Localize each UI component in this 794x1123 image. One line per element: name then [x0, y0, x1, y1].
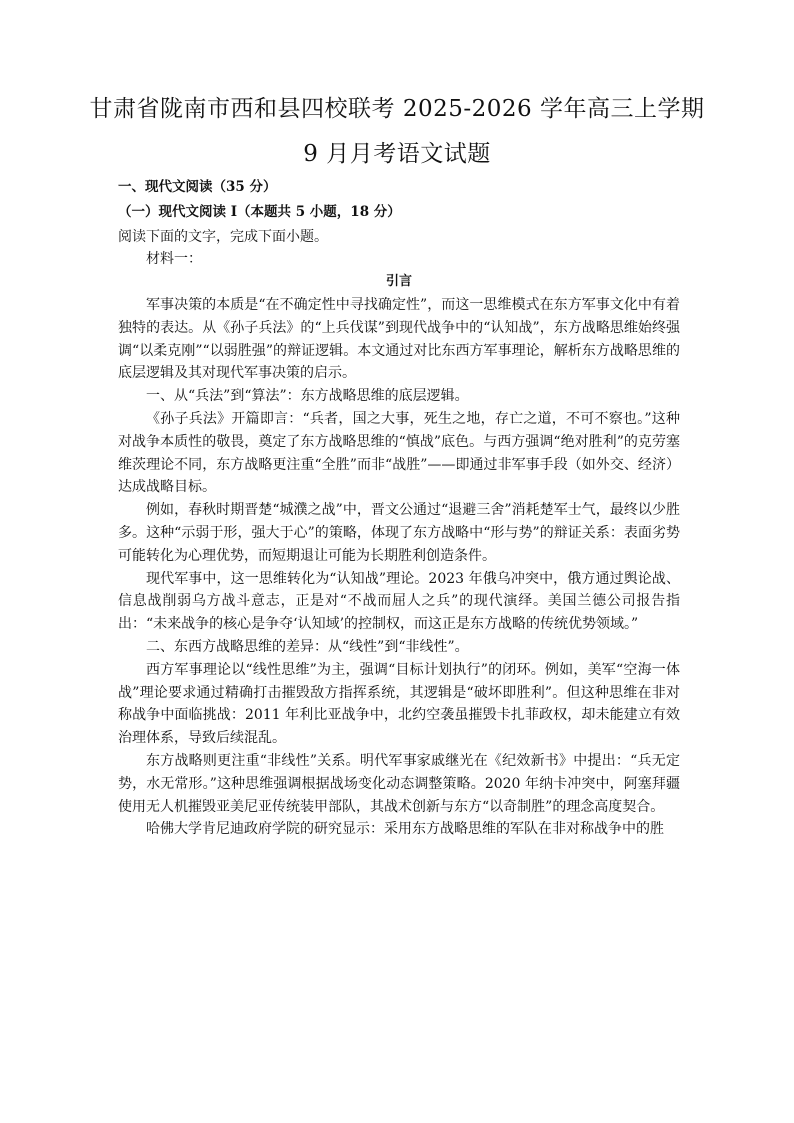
instruction-text: 阅读下面的文字，完成下面小题。	[118, 228, 328, 245]
paragraph: 军事决策的本质是“在不确定性中寻找确定性”，而这一思维模式在东方军事文化中有着独特的表达。从《孙子兵法》的“上兵伐谋”到现代战争中的“认知战”，东方战略思维始终强调“以柔克刚”“以弱胜强”的辩证逻辑。本文通过对比东西方军事理论，解析东方战略思维的底层逻辑及其对现代军事决策的启示。	[118, 296, 680, 382]
subsection-heading: （一）现代文阅读 I（本题共 5 小题，18 分）	[118, 203, 401, 220]
document-title-line-2: 9 月月考语文试题	[303, 141, 491, 167]
paragraph: 西方军事理论以“线性思维”为主，强调“目标计划执行”的闭环。例如，美军“空海一体战”理论要求通过精确打击摧毁敌方指挥系统，其逻辑是“破坏即胜利”。但这种思维在非对称战争中面临挑战：2011 年利比亚战争中，北约空袭虽摧毁卡扎菲政权，却未能建立有效治理体系，导致后续混乱。	[118, 661, 680, 747]
section-heading: 一、现代文阅读（35 分）	[118, 179, 277, 195]
article-title: 引言	[385, 274, 412, 290]
paragraph: 东方战略则更注重“非线性”关系。明代军事家戚继光在《纪效新书》中提出：“兵无定势，水无常形。”这种思维强调根据战场变化动态调整策略。2020 年纳卡冲突中，阿塞拜疆使用无人机摧毁亚美尼亚传统装甲部队，其战术创新与东方“以奇制胜”的理念高度契合。	[118, 752, 680, 815]
paragraph: 现代军事中，这一思维转化为“认知战”理论。2023 年俄乌冲突中，俄方通过舆论战、信息战削弱乌方战斗意志，正是对“不战而屈人之兵”的现代演绎。美国兰德公司报告指出：“未来战争的核心是争夺‘认知域’的控制权，而这正是东方战略的传统优势领域。”	[118, 570, 680, 633]
paragraph: 《孙子兵法》开篇即言：“兵者，国之大事，死生之地，存亡之道，不可不察也。”这种对战争本质性的敬畏，奠定了东方战略思维的“慎战”底色。与西方强调“绝对胜利”的克劳塞维茨理论不同，东方战略更注重“全胜”而非“战胜”——即通过非军事手段（如外交、经济）达成战略目标。	[118, 410, 680, 496]
paragraph-heading: 一、从“兵法”到“算法”：东方战略思维的底层逻辑。	[146, 388, 469, 405]
material-label: 材料一：	[146, 251, 202, 268]
document-body	[118, 176, 680, 841]
paragraph: 哈佛大学肯尼迪政府学院的研究显示：采用东方战略思维的军队在非对称战争中的胜	[146, 821, 664, 838]
document-title-line-1: 甘肃省陇南市西和县四校联考 2025-2026 学年高三上学期	[89, 96, 705, 122]
paragraph: 例如，春秋时期晋楚“城濮之战”中，晋文公通过“退避三舍”消耗楚军士气，最终以少胜多。这种“示弱于形，强大于心”的策略，体现了东方战略中“形与势”的辩证关系：表面劣势可能转化为心理优势，而短期退让可能为长期胜利创造条件。	[118, 502, 680, 564]
paragraph-heading: 二、东西方战略思维的差异：从“线性”到“非线性”。	[146, 638, 469, 655]
